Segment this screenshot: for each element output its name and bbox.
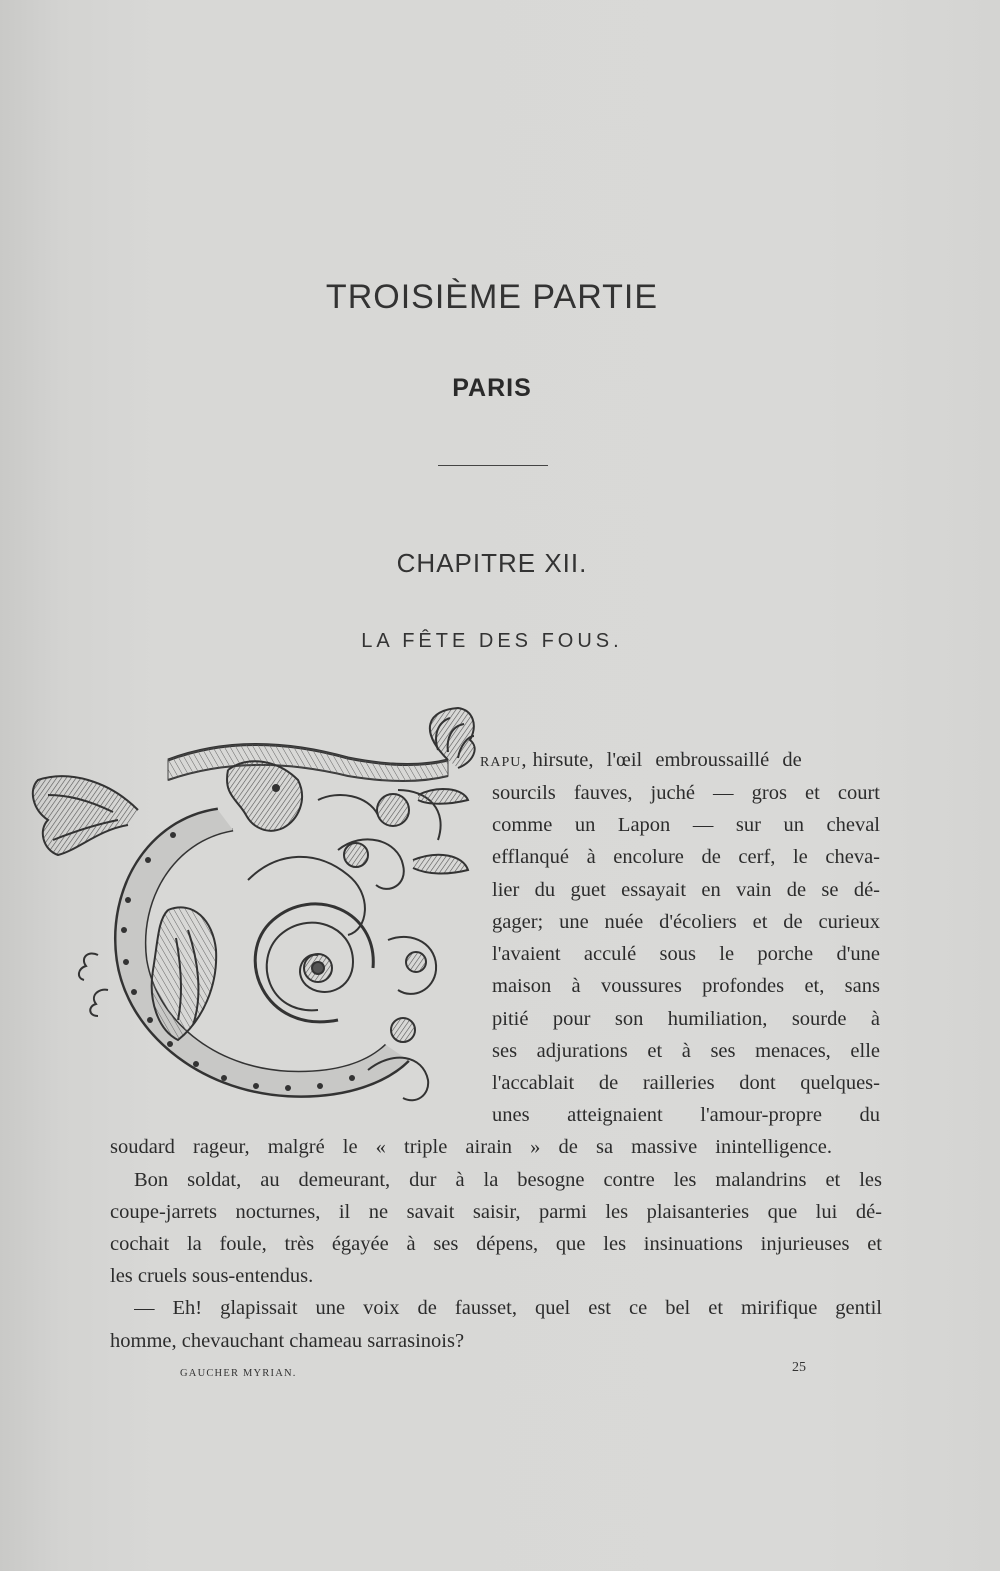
text-line-12: unes atteignaient l'amour-propre du	[492, 1104, 880, 1126]
text-line-7: l'avaient acculé sous le porche d'une	[492, 943, 880, 965]
text-line-3: comme un Lapon — sur un cheval	[492, 814, 880, 836]
text-line-4: efflanqué à encolure de cerf, le cheva-	[492, 846, 880, 868]
text-line-1-content: hirsute, l'œil embroussaillé de	[532, 749, 802, 771]
text-line-14: Bon soldat, au demeurant, dur à la besogne contre les malandrins et les	[134, 1169, 882, 1191]
text-line-5: lier du guet essayait en vain de se dé-	[492, 879, 880, 901]
divider-rule	[438, 465, 548, 466]
text-line-11: l'accablait de railleries dont quelques-	[492, 1072, 880, 1094]
footer-author: GAUCHER MYRIAN.	[180, 1368, 297, 1379]
first-word: rapu,	[480, 749, 528, 771]
chapter-subtitle: LA FÊTE DES FOUS.	[361, 630, 623, 652]
ornamental-initial-letter-icon	[18, 700, 478, 1120]
text-line-13: soudard rageur, malgré le « triple airain » de sa massive inintelligence.	[110, 1136, 832, 1158]
text-line-15: coupe-jarrets nocturnes, il ne savait saisir, parmi les plaisanteries que lui dé-	[110, 1201, 882, 1223]
text-line-2: sourcils fauves, juché — gros et court	[492, 782, 880, 804]
part-title: TROISIÈME PARTIE	[325, 278, 659, 316]
text-line-17: les cruels sous-entendus.	[110, 1265, 314, 1287]
text-line-19: homme, chevauchant chameau sarrasinois?	[110, 1330, 465, 1352]
text-line-16: cochait la foule, très égayée à ses dépens, que les insinuations injurieuses et	[110, 1233, 882, 1255]
part-subtitle: PARIS	[452, 374, 532, 402]
text-line-18: — Eh! glapissait une voix de fausset, quel est ce bel et mirifique gentil	[134, 1297, 882, 1319]
text-line-6: gager; une nuée d'écoliers et de curieux	[492, 911, 880, 933]
text-line-8: maison à voussures profondes et, sans	[492, 975, 880, 997]
text-line-1	[480, 748, 880, 772]
chapter-title: CHAPITRE XII.	[396, 548, 588, 578]
text-line-10: ses adjurations et à ses menaces, elle	[492, 1040, 880, 1062]
page-number: 25	[792, 1360, 806, 1375]
text-line-9: pitié pour son humiliation, sourde à	[492, 1008, 880, 1030]
